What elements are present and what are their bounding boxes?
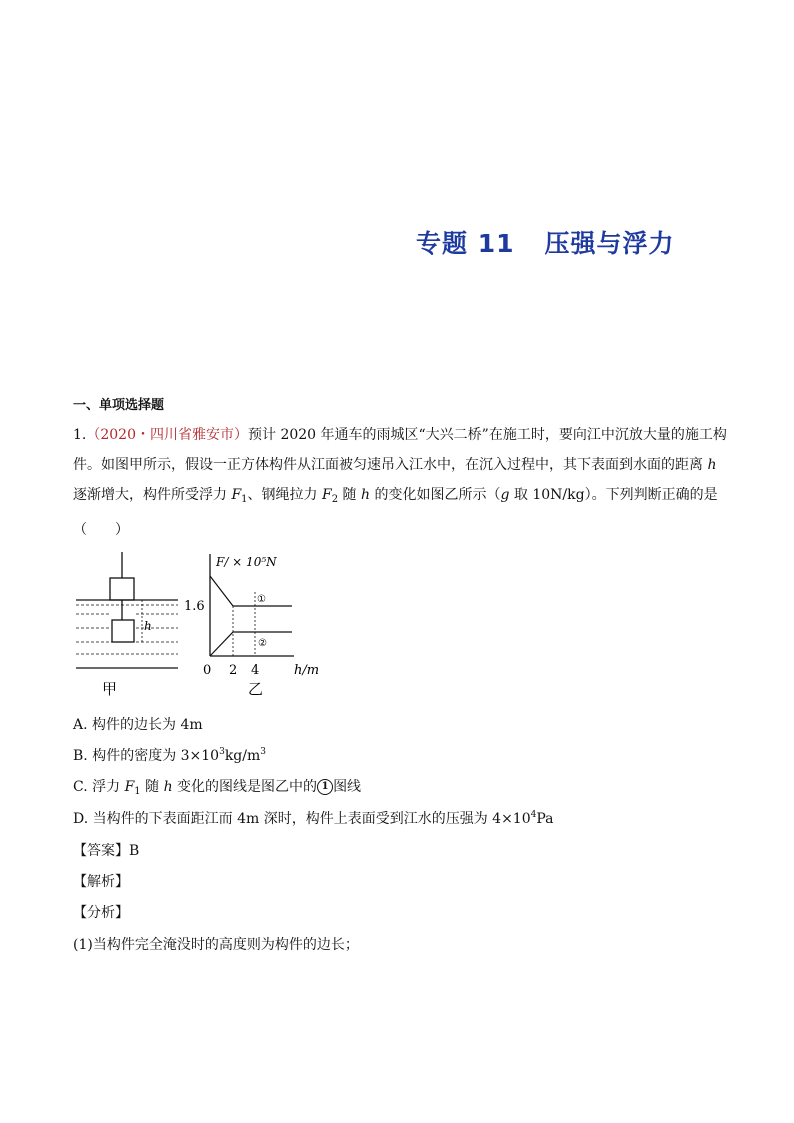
var-f2: F [322,487,332,503]
question-number: 1. [73,427,87,443]
fenxi-heading: 【分析】 [73,905,129,921]
option-c-text: 图线 [333,779,362,795]
jia-h-label: h [144,619,152,633]
question-1 [73,420,733,545]
figure-yi-chart [184,554,319,698]
option-c-h: h [163,779,173,795]
title-text: 压强与浮力 [544,229,675,258]
curve-2-label: ② [258,638,267,649]
y-tick-label: 1.6 [184,599,205,614]
option-c-sub: 1 [134,786,141,797]
y-axis-label: F/ × 10⁵N [216,555,277,569]
x-tick-2: 2 [229,663,238,678]
figure-jia [76,552,178,698]
question-text: 、钢绳拉力 [247,487,322,503]
x-tick-4: 4 [251,663,260,678]
question-figure [72,548,334,700]
f1-subscript: 1 [241,494,248,505]
option-b-unit: kg/m [224,748,261,764]
curve-1-label: ① [257,594,266,605]
f2-subscript: 2 [331,494,339,505]
page-title [416,224,675,260]
option-c-f: F [124,779,135,795]
var-g: g [500,487,510,503]
circled-one: 1 [317,779,333,795]
option-a: A. 构件的边长为 4m [73,717,203,733]
var-f1: F [231,487,242,503]
option-d [73,808,554,828]
option-b-text: B. 构件的密度为 3×10 [73,748,220,764]
x-tick-0: 0 [203,663,212,678]
section-heading: 一、单项选择题 [73,398,165,413]
option-b [73,745,266,765]
option-c-text: 变化的图线是图乙中的 [172,779,318,795]
var-h: h [707,457,717,473]
analysis-line-1: (1)当构件完全淹没时的高度则为构件的边长； [73,937,359,953]
option-d-exp: 4 [530,810,537,820]
x-axis-label: h/m [294,663,320,678]
option-d-unit: Pa [536,811,554,827]
yi-caption: 乙 [248,680,264,698]
jia-caption: 甲 [102,680,118,698]
curve-2 [210,632,292,656]
question-text: 预计 2020 年通车的雨城区“大兴二桥”在施工时，要向江中沉放大量的施工构件。如图甲所示，假设一正方体构件从江面被匀速吊入江水中，在沉入过程中，其下表面到水面的距离 [73,427,727,473]
option-d-text: D. 当构件的下表面距江而 4m 深时，构件上表面受到江水的压强为 4×10 [73,811,531,827]
question-text: 随 [338,487,361,503]
option-c-text: C. 浮力 [73,779,125,795]
question-text: 的变化如图乙所示（ [370,487,501,503]
option-b-exp2: 3 [260,747,266,757]
var-h: h [361,487,371,503]
question-text: 取 10N/kg）。下列判断正确的是（ ） [73,487,718,538]
answer: 【答案】B [73,843,140,859]
question-source: （2020・四川省雅安市） [86,427,248,443]
curve-1 [210,576,292,606]
option-b-exp: 3 [219,747,225,757]
analysis-heading: 【解析】 [73,874,129,890]
question-text: 逐渐增大，构件所受浮力 [73,487,232,503]
title-number: 专题 11 [416,229,515,258]
option-c [73,776,361,797]
option-c-text: 随 [140,779,164,795]
